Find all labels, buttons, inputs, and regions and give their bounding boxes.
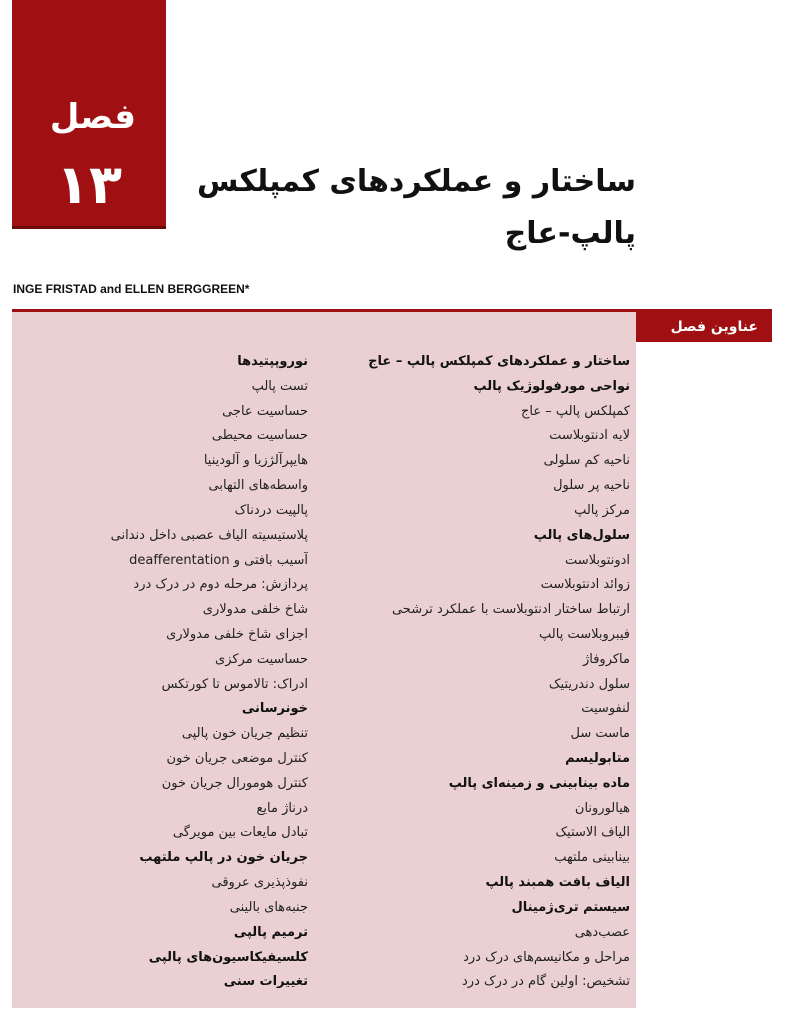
toc-entry: حساسیت مرکزی — [215, 651, 308, 667]
toc-entry: زوائد ادنتوبلاست — [540, 577, 630, 593]
toc-entry: آسیب بافتی و deafferentation — [129, 552, 308, 568]
toc-entry: سیستم تری‌ژمینال — [511, 899, 630, 915]
toc-entry: کلسیفیکاسیون‌های پالپی — [148, 949, 308, 965]
toc-entry: ماست سل — [570, 726, 630, 742]
toc-entry: عصب‌دهی — [574, 924, 630, 940]
toc-entry: لنفوسیت — [581, 701, 630, 717]
toc-entry: درناژ مایع — [256, 800, 308, 816]
toc-left-column — [8, 350, 308, 995]
toc-entry: الیاف الاستیک — [555, 825, 630, 841]
toc-entry: نفوذپذیری عروقی — [211, 875, 308, 891]
toc-heading: عناوین فصل — [636, 312, 772, 342]
toc-entry: مرکز پالپ — [574, 502, 630, 518]
toc-entry: حساسیت محیطی — [211, 428, 308, 444]
toc-entry: مراحل و مکانیسم‌های درک درد — [463, 949, 630, 965]
toc-entry: ماکروفاژ — [582, 651, 630, 667]
chapter-label: فصل — [49, 97, 136, 137]
toc-entry: حساسیت عاجی — [222, 403, 308, 419]
toc-entry: نواحی مورفولوژیک پالپ — [473, 378, 630, 394]
toc-entry: ناحیه کم سلولی — [543, 453, 630, 469]
toc-right-column — [330, 350, 630, 995]
toc-entry: الیاف بافت همبند پالپ — [485, 875, 630, 891]
toc-entry: ساختار و عملکردهای کمپلکس پالپ – عاج — [368, 354, 630, 369]
toc-entry: جنبه‌های بالینی — [229, 899, 308, 915]
toc-entry: فیبروبلاست پالپ — [539, 626, 630, 642]
chapter-badge — [12, 0, 166, 229]
chapter-title-line-2: پالپ-عاج — [504, 216, 636, 251]
toc-entry: تغییرات سنی — [223, 974, 308, 990]
toc-entry: اجزای شاخ خلفی مدولاری — [166, 626, 308, 642]
toc-entry: جریان خون در پالپ ملتهب — [139, 850, 308, 866]
toc-entry: خونرسانی — [241, 701, 308, 717]
toc-entry: ناحیه پر سلول — [553, 478, 630, 494]
toc-entry: پردازش: مرحله دوم در درک درد — [133, 577, 308, 593]
toc-entry: نوروپپتیدها — [237, 354, 308, 369]
chapter-number: ۱۳ — [56, 153, 122, 216]
toc-entry: تشخیص: اولین گام در درک درد — [462, 974, 630, 990]
toc-entry: سلول دندریتیک — [548, 676, 630, 692]
toc-entry: تبادل مایعات بین مویرگی — [172, 825, 308, 841]
toc-entry: هیالورونان — [574, 800, 630, 816]
toc-entry: لایه ادنتوبلاست — [549, 428, 630, 444]
chapter-title-line-1: ساختار و عملکردهای کمپلکس — [197, 164, 636, 199]
toc-entry: شاخ خلفی مدولاری — [202, 602, 308, 618]
toc-entry: کمپلکس پالپ – عاج — [521, 403, 630, 419]
toc-entry: ماده بینابینی و زمینه‌ای پالپ — [448, 775, 630, 791]
authors: INGE FRISTAD and ELLEN BERGGREEN* — [13, 282, 250, 296]
toc-entry: هایپرآلژزیا و آلودینیا — [203, 453, 308, 469]
toc-entry: ارتباط ساختار ادنتوبلاست با عملکرد ترشحی — [391, 602, 630, 618]
toc-entry: سلول‌های پالپ — [533, 527, 630, 543]
toc-entry: تنظیم جریان خون پالپی — [181, 726, 308, 742]
toc-entry: ادراک: تالاموس تا کورتکس — [161, 676, 308, 692]
toc-entry: متابولیسم — [565, 751, 630, 766]
toc-entry: پالپیت دردناک — [234, 502, 308, 518]
toc-entry: کنترل هومورال جریان خون — [161, 775, 308, 791]
toc-entry: ادونتوبلاست — [565, 552, 630, 568]
toc-entry: پلاستیسیته الیاف عصبی داخل دندانی — [110, 527, 308, 543]
toc-entry: تست پالپ — [251, 378, 308, 394]
toc-entry: ترمیم پالپی — [233, 924, 308, 940]
toc-entry: بینابینی ملتهب — [554, 850, 630, 866]
toc-entry: واسطه‌های التهابی — [208, 478, 308, 494]
toc-entry: کنترل موضعی جریان خون — [166, 751, 308, 766]
